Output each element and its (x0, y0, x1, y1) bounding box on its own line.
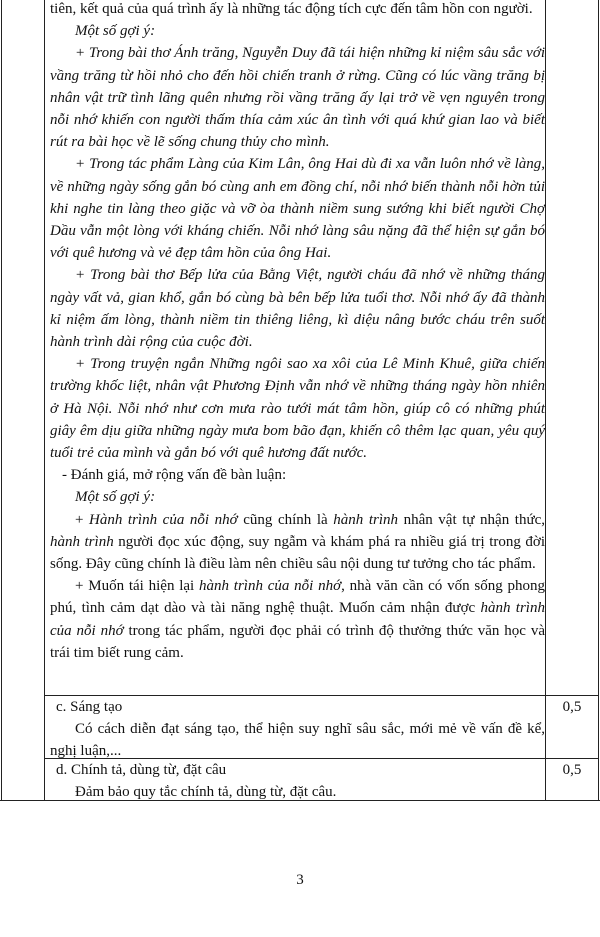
evaluation-point-2: + Muốn tái hiện lại hành trình của nỗi nhớ, nhà văn cần có vốn sống phong phú, tình cảm dạt dào và tài năng nghệ thuật. Muốn cảm nhận được hành trình của nỗi nhớ trong tác phẩm, người đọc phải có trình độ thưởng thức văn học và trái tim biết rung cảm. (50, 578, 545, 661)
evaluation-point-1: + Hành trình của nỗi nhớ cũng chính là hành trình nhân vật tự nhận thức, hành trình người đọc xúc động, suy ngẫm và khám phá ra nhiều giá trị trong đời sống. Đây cũng chính là điều làm nên chiều sâu nội dung tư tưởng cho tác phẩm. (50, 511, 545, 573)
evaluation-heading: - Đánh giá, mở rộng vấn đề bàn luận: (62, 467, 287, 484)
example-lang: + Trong tác phẩm Làng của Kim Lân, ông Hai dù đi xa vẫn luôn nhớ về làng, về những ngày sống gắn bó cùng anh em đồng chí, nỗi nhớ biến thành nỗi hờn tủi khi nghe tin làng theo giặc và vỡ òa thành niềm sung sướng khi biết người Chợ Dầu vẫn một lòng với kháng chiến. Nỗi nhớ làng sâu nặng đã thể hiện sự gắn bó với quê hương và vẻ đẹp tâm hồn của ông Hai. (50, 156, 545, 262)
section-d-cell (50, 759, 545, 803)
section-c-title: c. Sáng tạo (56, 699, 123, 715)
suggestion-heading-2: Một số gợi ý: (75, 489, 156, 506)
section-c-body: Có cách diễn đạt sáng tạo, thể hiện suy nghĩ sâu sắc, mới mẻ về vấn đề kể, nghị luận,... (50, 721, 545, 760)
example-anh-trang: + Trong bài thơ Ánh trăng, Nguyễn Duy đã tái hiện những kỉ niệm sâu sắc với vầng trăng từ hồi nhỏ cho đến hồi chiến tranh ở rừng. Cũng có lúc vầng trăng bị nhân vật trữ tình lãng quên nhưng rồi vầng trăng ấy lại trở về vẹn nguyên trong nỗi nhớ khiến con người thấm thía cảm xúc ân tình với quá khứ gian lao và biết rút ra bài học về lẽ sống chung thủy cho mình. (50, 45, 545, 151)
main-content-cell (50, 0, 545, 664)
page-number: 3 (296, 872, 304, 888)
section-d-score: 0,5 (562, 762, 582, 778)
table-column-divider-1 (44, 0, 45, 800)
table-border-right (598, 0, 599, 800)
suggestion-heading: Một số gợi ý: (75, 23, 156, 40)
section-c-score: 0,5 (562, 699, 582, 715)
section-c-cell (50, 696, 545, 763)
table-column-divider-2 (545, 0, 546, 800)
table-border-left (1, 0, 2, 800)
section-d-title: d. Chính tả, dùng từ, đặt câu (56, 762, 227, 778)
example-nhung-ngoi-sao-xa-xoi: + Trong truyện ngắn Những ngôi sao xa xôi của Lê Minh Khuê, giữa chiến trường khốc liệt, nhân vật Phương Định vẫn nhớ về những tháng ngày hồn nhiên ở Hà Nội. Nỗi nhớ như cơn mưa rào tưới mát tâm hồn, giúp cô có những phút giây êm dịu giữa những ngày mưa bom bão đạn, khiến cô thêm lạc quan, yêu quý tuổi trẻ của mình và gắn bó với quê hương đất nước. (50, 356, 545, 462)
section-d-body: Đảm bảo quy tắc chính tả, dùng từ, đặt câu. (75, 784, 337, 801)
paragraph-continued: tiên, kết quả của quá trình ấy là những tác động tích cực đến tâm hồn con người. (50, 1, 533, 17)
example-bep-lua: + Trong bài thơ Bếp lửa của Bằng Việt, người cháu đã nhớ về những tháng ngày vất vả, gian khổ, gắn bó cùng bà bên bếp lửa tuổi thơ. Nỗi nhớ ấy đã thành kỉ niệm ấm lòng, thành niềm tin thiêng liêng, kì diệu nâng bước cháu trên suốt hành trình dài rộng của cuộc đời. (50, 267, 545, 351)
